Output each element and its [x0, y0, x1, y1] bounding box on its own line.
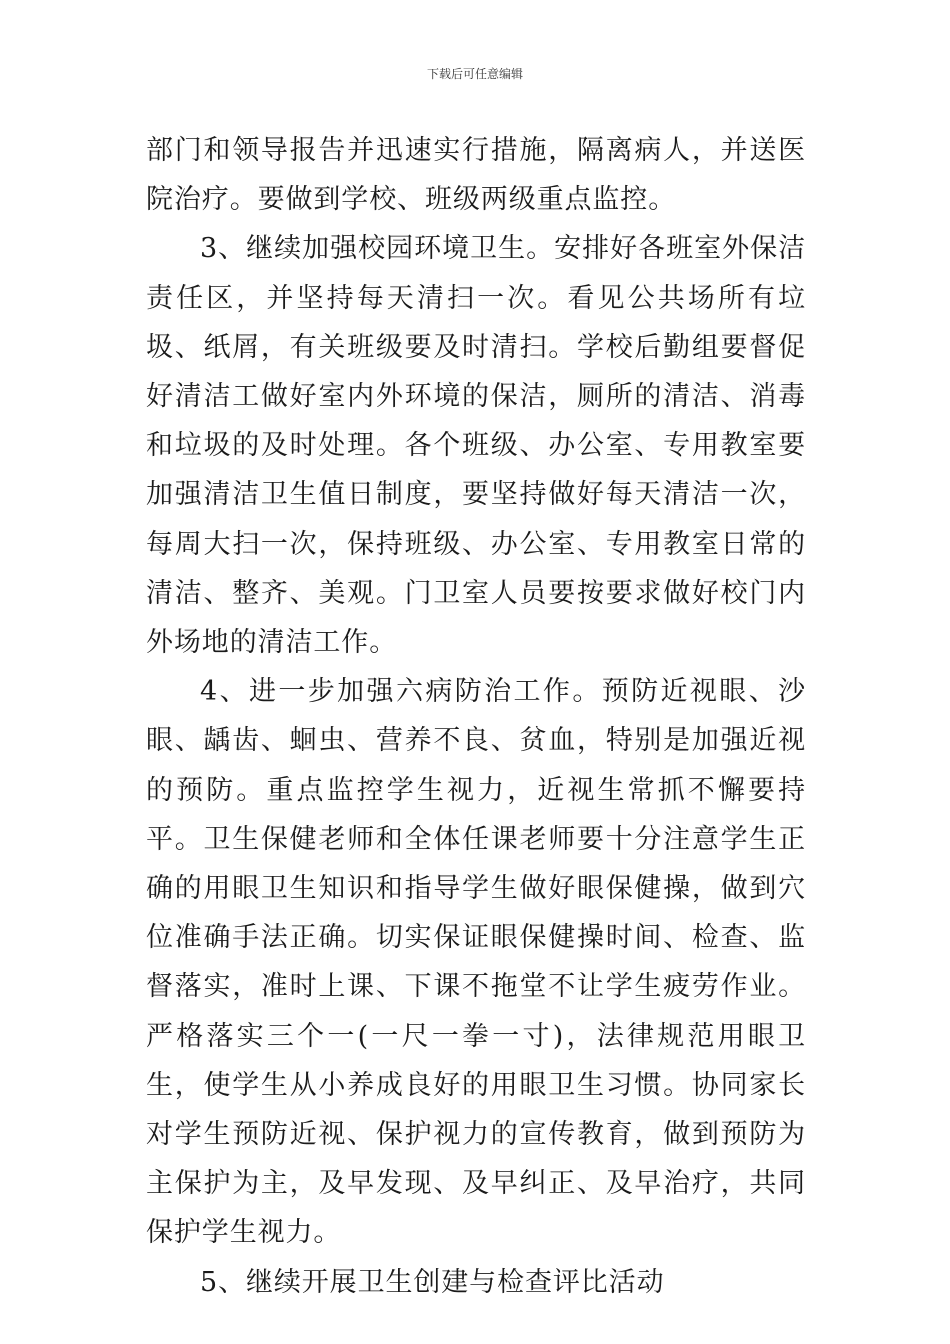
page-header-note: 下载后可任意编辑	[426, 67, 523, 81]
paragraph-continuation: 部门和领导报告并迅速实行措施，隔离病人，并送医院治疗。要做到学校、班级两级重点监控。	[146, 135, 806, 216]
paragraph-item-3: 3、继续加强校园环境卫生。安排好各班室外保洁责任区，并坚持每天清扫一次。看见公共场所有垃圾、纸屑，有关班级要及时清扫。学校后勤组要督促好清洁工做好室内外环境的保洁，厕所的清洁、消毒和垃圾的及时处理。各个班级、办公室、专用教室要加强清洁卫生值日制度，要坚持做好每天清洁一次，每周大扫一次，保持班级、办公室、专用教室日常的清洁、整齐、美观。门卫室人员要按要求做好校门内外场地的清洁工作。	[146, 233, 806, 659]
paragraph-item-5: 5、继续开展卫生创建与检查评比活动	[200, 1266, 665, 1298]
paragraph-item-4: 4、进一步加强六病防治工作。预防近视眼、沙眼、龋齿、蛔虫、营养不良、贫血，特别是加强近视的预防。重点监控学生视力，近视生常抓不懈要持平。卫生保健老师和全体任课老师要十分注意学生正确的用眼卫生知识和指导学生做好眼保健操，做到穴位准确手法正确。切实保证眼保健操时间、检查、监督落实，准时上课、下课不拖堂不让学生疲劳作业。严格落实三个一(一尺一拳一寸)，法律规范用眼卫生，使学生从小养成良好的用眼卫生习惯。协同家长对学生预防近视、保护视力的宣传教育，做到预防为主保护为主，及早发现、及早纠正、及早治疗，共同保护学生视力。	[146, 676, 806, 1249]
document-body	[146, 126, 806, 1307]
